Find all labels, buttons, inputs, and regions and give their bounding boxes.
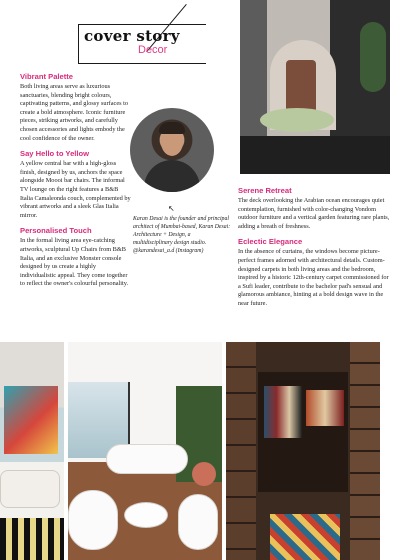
shoe-shelf-right <box>350 342 380 560</box>
section-body: In the formal living area eye-catching artworks, sculptural Up Chairs from B&B Italia, and an exclusive Monster console designed by us create a highly individualistic appeal. They come together to reflect the owner's colourful personality. <box>20 237 129 288</box>
hanging-plant <box>360 22 386 92</box>
section-heading: Serene Retreat <box>238 186 292 195</box>
shoe-shelf-left <box>226 342 256 560</box>
white-daybed <box>106 444 188 474</box>
striped-rug <box>0 518 64 560</box>
section-body: Both living areas serve as luxurious sanctuaries, blending bright colours, captivating patterns, and glossy surfaces to create a bold atmosphere. Iconic furniture pieces, striking artworks, and carefully chosen accessories and lights embody the cool confidence of the owner. <box>20 83 129 142</box>
deck-photo <box>68 342 222 560</box>
section-subtitle: Decor <box>138 44 168 56</box>
hanging-clothes <box>264 386 302 438</box>
colorful-artwork <box>4 386 58 454</box>
section-heading: Personalised Touch <box>20 226 92 236</box>
section-title: cover story <box>84 27 180 45</box>
white-chair <box>178 494 218 550</box>
white-chair <box>68 490 118 550</box>
handbags <box>306 390 344 426</box>
portrait-caption: Karan Desai is the founder and principal architect of Mumbai-based, Karan Desai: Architecture + Design, a multidisciplinary design studio. @karandesai_a.d (Instagram) <box>133 216 231 254</box>
walk-in-closet-photo <box>226 342 380 560</box>
section-heading: Vibrant Palette <box>20 72 74 81</box>
section-heading: Say Hello to Yellow <box>20 149 90 159</box>
architect-portrait <box>130 108 214 192</box>
section-body: A yellow central bar with a high-gloss finish, designed by us, anchors the space alongside Moooi bar chairs. The informal TV lounge on the right features a B&B Italia Camaleonda couch, complemented by vibrant artworks and a sleek Glas Italia mirror. <box>20 160 131 219</box>
round-rug <box>260 108 334 132</box>
section-vibrant-palette <box>20 72 132 143</box>
white-sofa <box>0 470 60 508</box>
portrait-shirt <box>144 160 200 192</box>
living-room-photo <box>0 342 64 560</box>
portrait-hair <box>159 122 185 134</box>
dark-floor <box>240 136 390 174</box>
terracotta-pot <box>192 462 216 486</box>
bedroom-photo <box>240 0 390 174</box>
caption-arrow-icon: ↖ <box>168 204 175 213</box>
round-table <box>124 502 168 528</box>
left-text-column <box>20 72 132 295</box>
patterned-carpet <box>270 514 340 560</box>
section-heading: Eclectic Elegance <box>238 237 303 247</box>
section-personalised-touch <box>20 226 132 289</box>
section-eclectic-elegance <box>238 237 390 308</box>
right-text-column <box>238 186 390 315</box>
section-body: The deck overlooking the Arabian ocean encourages quiet contemplation, furnished with color-changing Vondom outdoor furniture and a vertical garden featuring rare plants, adding a breath of freshness. <box>238 197 390 230</box>
section-say-hello-to-yellow <box>20 149 132 220</box>
section-body: In the absence of curtains, the windows become picture-perfect frames adorned with architectural details. Custom-designed carpets in both living areas and the bedroom, inspired by a historic 12th-century carpet commissioned for a Sufi leader, contribute to the bachelor pad's sensual and glamorous ambiance, hinting at a bold design wave in the near future. <box>238 248 389 307</box>
section-serene-retreat <box>238 186 390 231</box>
